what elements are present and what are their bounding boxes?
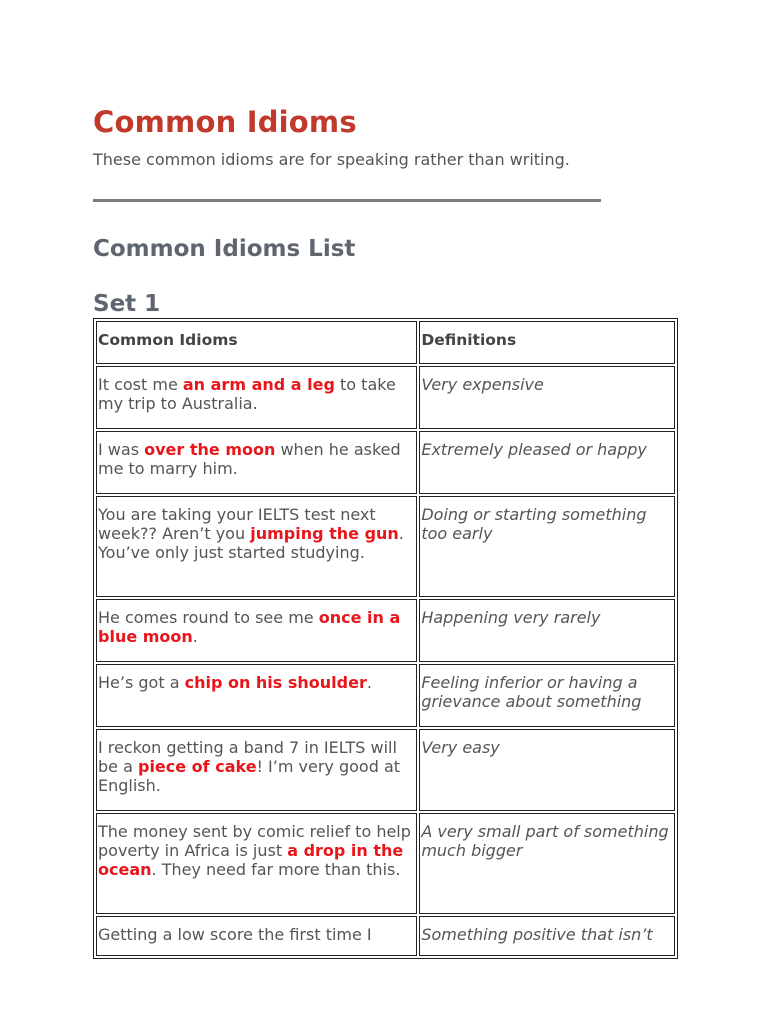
idiom-definition: Doing or starting something too early <box>419 496 675 597</box>
example-sentence <box>96 496 417 597</box>
header-definitions: Definitions <box>419 321 675 364</box>
sentence-after: . They need far more than this. <box>151 860 401 879</box>
sentence-after: ! I’m very good at English. <box>98 757 401 795</box>
table-row <box>96 729 675 811</box>
idioms-table <box>93 318 678 959</box>
sentence-after: . You’ve only just started studying. <box>98 524 404 562</box>
table-row <box>96 916 675 956</box>
sentence-before: You are taking your IELTS test next week?? Aren’t you <box>98 505 376 543</box>
intro-text: These common idioms are for speaking rather than writing. <box>93 150 570 169</box>
page-title: Common Idioms <box>93 105 357 139</box>
sentence-before: I was <box>98 440 145 459</box>
table-header-row <box>96 321 675 364</box>
sentence-before: Getting a low score the first time I <box>98 925 372 944</box>
idiom-phrase: a drop in the ocean <box>98 841 404 879</box>
sentence-after: when he asked me to marry him. <box>98 440 401 478</box>
sentence-before: I reckon getting a band 7 in IELTS will be a <box>98 738 397 776</box>
idiom-definition: Something positive that isn’t <box>419 916 675 956</box>
list-heading: Common Idioms List <box>93 236 356 262</box>
idiom-phrase: over the moon <box>144 440 276 459</box>
sentence-after: . <box>366 673 372 692</box>
table-row <box>96 496 675 597</box>
idiom-definition: A very small part of something much bigger <box>419 813 675 914</box>
sentence-after: . <box>192 627 198 646</box>
table-row <box>96 366 675 429</box>
sentence-before: He’s got a <box>98 673 185 692</box>
idiom-phrase: jumping the gun <box>250 524 399 543</box>
idiom-phrase: chip on his shoulder <box>184 673 367 692</box>
table-row <box>96 813 675 914</box>
sentence-after: to take my trip to Australia. <box>98 375 396 413</box>
idiom-phrase: an arm and a leg <box>182 375 335 394</box>
table-row <box>96 664 675 727</box>
table-row <box>96 431 675 494</box>
idiom-definition: Happening very rarely <box>419 599 675 662</box>
idiom-phrase: piece of cake <box>137 757 257 776</box>
header-common-idioms: Common Idioms <box>96 321 417 364</box>
idiom-definition: Very easy <box>419 729 675 811</box>
sentence-before: The money sent by comic relief to help poverty in Africa is just <box>98 822 411 860</box>
sentence-before: He comes round to see me <box>98 608 319 627</box>
example-sentence <box>96 366 417 429</box>
example-sentence <box>96 431 417 494</box>
divider <box>93 199 601 202</box>
sentence-before: It cost me <box>98 375 183 394</box>
table-row <box>96 599 675 662</box>
idiom-definition: Feeling inferior or having a grievance about something <box>419 664 675 727</box>
example-sentence <box>96 664 417 727</box>
example-sentence <box>96 729 417 811</box>
set-heading: Set 1 <box>93 291 161 317</box>
idiom-phrase: once in a blue moon <box>98 608 401 646</box>
example-sentence <box>96 599 417 662</box>
idioms-table-container <box>93 318 678 944</box>
example-sentence <box>96 916 417 956</box>
idiom-definition: Extremely pleased or happy <box>419 431 675 494</box>
example-sentence <box>96 813 417 914</box>
idiom-definition: Very expensive <box>419 366 675 429</box>
